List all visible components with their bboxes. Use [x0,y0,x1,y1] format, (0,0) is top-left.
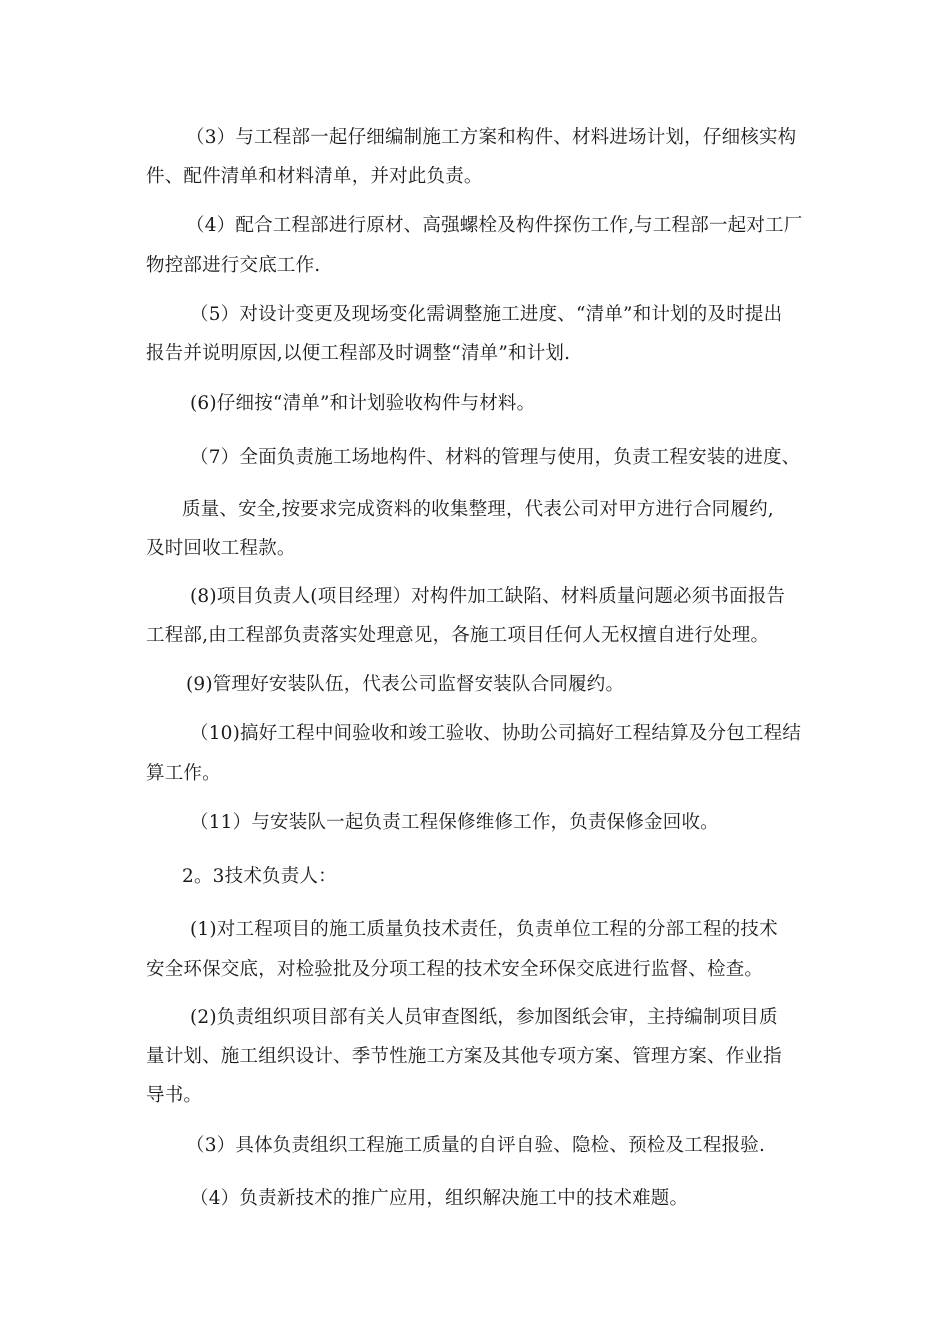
paragraph-11-line-1: （11）与安装队一起负责工程保修维修工作，负责保修金回收。 [190,812,719,833]
paragraph-3-line-2: 件、配件清单和材料清单，并对此负责。 [146,166,483,187]
paragraph-7-line-3: 及时回收工程款。 [146,538,296,559]
tech-paragraph-1-line-2: 安全环保交底，对检验批及分项工程的技术安全环保交底进行监督、检查。 [146,959,764,980]
paragraph-10-line-2: 算工作。 [146,763,221,784]
paragraph-4-line-2: 物控部进行交底工作. [146,255,321,276]
tech-paragraph-4-line-1: （4）负责新技术的推广应用，组织解决施工中的技术难题。 [190,1188,689,1209]
paragraph-10-line-1: （10)搞好工程中间验收和竣工验收、协助公司搞好工程结算及分包工程结 [190,723,802,744]
paragraph-4-line-1: （4）配合工程部进行原材、高强螺栓及构件探伤工作,与工程部一起对工厂 [186,215,803,236]
tech-paragraph-1-line-1: (1)对工程项目的施工质量负技术责任，负责单位工程的分部工程的技术 [190,919,778,940]
paragraph-5-line-1: （5）对设计变更及现场变化需调整施工进度、“清单”和计划的及时提出 [190,304,783,325]
tech-paragraph-3-line-1: （3）具体负责组织工程施工质量的自评自验、隐检、预检及工程报验. [186,1135,766,1156]
tech-paragraph-2-line-3: 导书。 [146,1085,203,1106]
paragraph-8-line-2: 工程部,由工程部负责落实处理意见，各施工项目任何人无权擅自进行处理。 [146,625,770,646]
paragraph-5-line-2: 报告并说明原因,以便工程部及时调整“清单”和计划. [146,343,571,364]
paragraph-3-line-1: （3）与工程部一起仔细编制施工方案和构件、材料进场计划，仔细核实构 [186,127,797,148]
paragraph-9-line-1: (9)管理好安装队伍，代表公司监督安装队合同履约。 [186,674,625,695]
paragraph-7-line-2: 质量、安全,按要求完成资料的收集整理，代表公司对甲方进行合同履约, [182,499,774,520]
paragraph-6-line-1: (6)仔细按“清单”和计划验收构件与材料。 [190,393,536,414]
section-heading-2-3: 2。3技术负责人： [182,866,337,887]
paragraph-7-line-1: （7）全面负责施工场地构件、材料的管理与使用，负责工程安装的进度、 [190,447,801,468]
tech-paragraph-2-line-2: 量计划、施工组织设计、季节性施工方案及其他专项方案、管理方案、作业指 [146,1046,782,1067]
tech-paragraph-2-line-1: (2)负责组织项目部有关人员审查图纸，参加图纸会审，主持编制项目质 [190,1007,778,1028]
paragraph-8-line-1: (8)项目负责人(项目经理）对构件加工缺陷、材料质量问题必须书面报告 [190,586,786,607]
